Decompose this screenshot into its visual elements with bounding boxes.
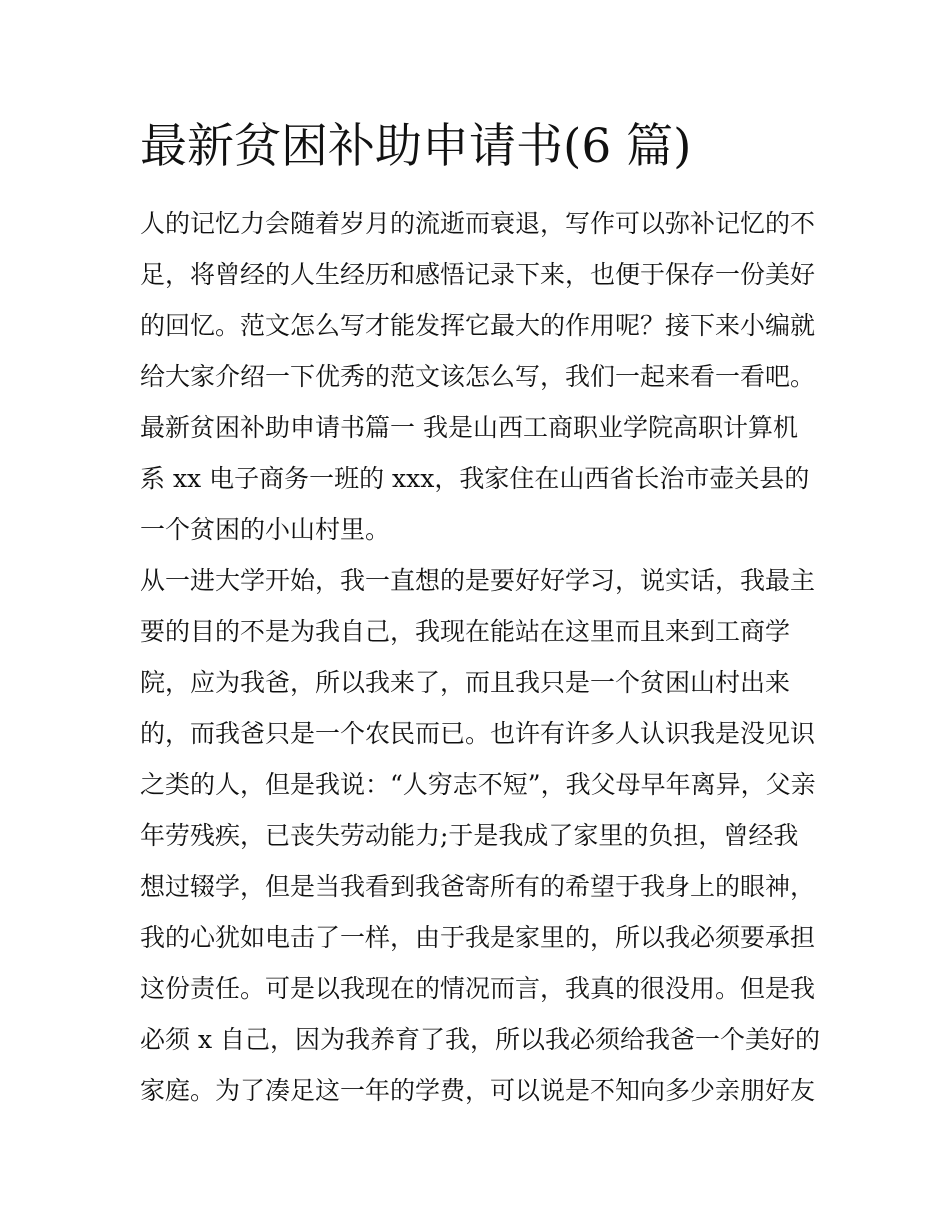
body-line: 之类的人，但是我说：“人穷志不短”，我父母早年离异，父亲 xyxy=(140,770,816,799)
body-line: 的回忆。范文怎么写才能发挥它最大的作用呢？接下来小编就 xyxy=(140,311,816,340)
body-line: 我的心犹如电击了一样，由于我是家里的，所以我必须要承担 xyxy=(140,923,816,952)
body-line: 想过辍学，但是当我看到我爸寄所有的希望于我身上的眼神， xyxy=(140,872,816,901)
body-line: 的，而我爸只是一个农民而已。也许有许多人认识我是没见识 xyxy=(140,719,816,748)
body-line: 这份责任。可是以我现在的情况而言，我真的很没用。但是我 xyxy=(140,974,816,1003)
body-line: 从一进大学开始，我一直想的是要好好学习，说实话，我最主 xyxy=(140,566,816,595)
body-line: 院，应为我爸，所以我来了，而且我只是一个贫困山村出来 xyxy=(140,668,791,697)
body-line: 人的记忆力会随着岁月的流逝而衰退，写作可以弥补记忆的不 xyxy=(140,209,816,238)
body-line: 要的目的不是为我自己，我现在能站在这里而且来到工商学 xyxy=(140,617,791,646)
document-title: 最新贫困补助申请书(6 篇) xyxy=(140,119,692,174)
body-line: 年劳残疾，已丧失劳动能力;于是我成了家里的负担，曾经我 xyxy=(140,821,799,850)
body-line: 家庭。为了凑足这一年的学费，可以说是不知向多少亲朋好友 xyxy=(140,1076,816,1105)
body-line: 足，将曾经的人生经历和感悟记录下来，也便于保存一份美好 xyxy=(140,260,816,289)
body-line: 系 xx 电子商务一班的 xxx，我家住在山西省长治市壶关县的 xyxy=(140,464,810,493)
body-line: 一个贫困的小山村里。 xyxy=(140,515,391,544)
document-body xyxy=(140,198,820,1116)
body-line: 给大家介绍一下优秀的范文该怎么写，我们一起来看一看吧。 xyxy=(140,362,816,391)
body-line: 最新贫困补助申请书篇一 我是山西工商职业学院高职计算机 xyxy=(140,413,798,442)
body-line: 必须 x 自己，因为我养育了我，所以我必须给我爸一个美好的 xyxy=(140,1025,820,1054)
